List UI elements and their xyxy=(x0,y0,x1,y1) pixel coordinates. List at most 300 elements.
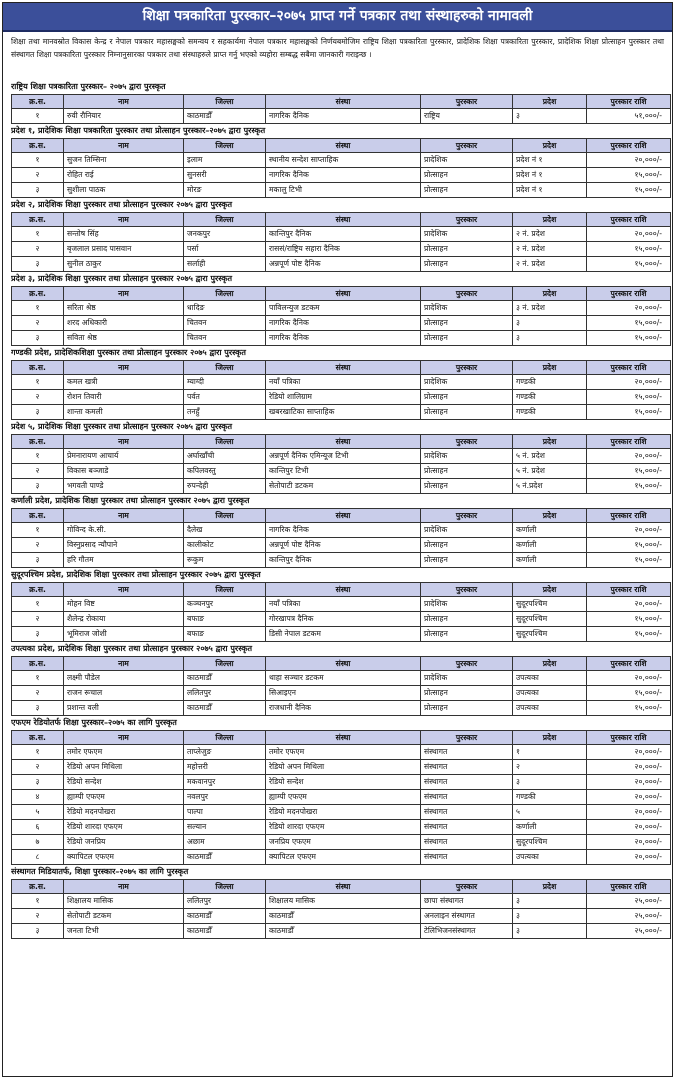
column-header-sn: क्र.स. xyxy=(12,435,64,449)
table-row xyxy=(12,924,671,939)
cell-district: काठमाडौँ xyxy=(184,909,266,924)
awards-table xyxy=(11,582,671,642)
column-header-award: पुरस्कार xyxy=(421,880,513,894)
cell-award: संस्थागत xyxy=(421,850,513,865)
cell-amount: ५१,०००/- xyxy=(587,109,671,124)
awards-table xyxy=(11,656,671,716)
column-header-org: संस्था xyxy=(266,95,421,109)
cell-amount: १५,०००/- xyxy=(587,242,671,257)
awards-table xyxy=(11,360,671,420)
cell-name: गोविन्द के.सी. xyxy=(64,523,184,538)
cell-org: शिक्षालय मासिक xyxy=(266,894,421,909)
cell-org: खबरखाटिका साप्ताहिक xyxy=(266,405,421,420)
table-row xyxy=(12,820,671,835)
table-row xyxy=(12,464,671,479)
cell-sn: १ xyxy=(12,301,64,316)
cell-province: सुदूरपश्चिम xyxy=(513,597,587,612)
cell-sn: १ xyxy=(12,227,64,242)
cell-org: रेडियो सन्देश xyxy=(266,775,421,790)
section-title: कर्णाली प्रदेश, प्रादेशिक शिक्षा पुरस्कार तथा प्रोत्साहन पुरस्कार २०७५ द्वारा पुरस्कृत xyxy=(11,496,250,505)
table-row xyxy=(12,894,671,909)
cell-name: शिक्षालय मासिक xyxy=(64,894,184,909)
cell-province: कर्णाली xyxy=(513,538,587,553)
cell-sn: ३ xyxy=(12,701,64,716)
column-header-org: संस्था xyxy=(266,213,421,227)
cell-name: कमल खत्री xyxy=(64,375,184,390)
cell-org: क्यापिटल एफएम xyxy=(266,850,421,865)
table-row xyxy=(12,479,671,494)
column-header-org: संस्था xyxy=(266,583,421,597)
cell-district: बफाङ xyxy=(184,612,266,627)
table-row xyxy=(12,109,671,124)
cell-province: कर्णाली xyxy=(513,553,587,568)
cell-org: स्थानीय सन्देश साप्ताहिक xyxy=(266,153,421,168)
cell-amount: १५,०००/- xyxy=(587,464,671,479)
cell-amount: २०,०००/- xyxy=(587,375,671,390)
table-header-row xyxy=(12,880,671,894)
column-header-name: नाम xyxy=(64,657,184,671)
cell-name: रेडियो सन्देश xyxy=(64,775,184,790)
table-header-row xyxy=(12,435,671,449)
table-header-row xyxy=(12,95,671,109)
cell-amount: १५,०००/- xyxy=(587,553,671,568)
table-row xyxy=(12,612,671,627)
cell-province: कर्णाली xyxy=(513,523,587,538)
table-row xyxy=(12,790,671,805)
column-header-award: पुरस्कार xyxy=(421,95,513,109)
cell-org: रेडियो अपन मिथिला xyxy=(266,760,421,775)
cell-sn: २ xyxy=(12,242,64,257)
table-header-row xyxy=(12,731,671,745)
cell-province: उपत्यका xyxy=(513,850,587,865)
table-header-row xyxy=(12,139,671,153)
cell-amount: १५,०००/- xyxy=(587,183,671,198)
cell-district: कपिलवस्तु xyxy=(184,464,266,479)
table-row xyxy=(12,375,671,390)
cell-award: प्रोत्साहन xyxy=(421,627,513,642)
column-header-sn: क्र.स. xyxy=(12,731,64,745)
cell-name: भगवती पाण्डे xyxy=(64,479,184,494)
cell-district: सुनसरी xyxy=(184,168,266,183)
cell-province: ३ नं. प्रदेश xyxy=(513,301,587,316)
table-header-row xyxy=(12,287,671,301)
cell-district: अछाम xyxy=(184,835,266,850)
cell-district: काठमाडौँ xyxy=(184,109,266,124)
column-header-amount: पुरस्कार राशि xyxy=(587,361,671,375)
cell-amount: २०,०००/- xyxy=(587,301,671,316)
cell-district: सर्लाही xyxy=(184,257,266,272)
column-header-award: पुरस्कार xyxy=(421,435,513,449)
cell-award: प्रोत्साहन xyxy=(421,538,513,553)
cell-award: प्रोत्साहन xyxy=(421,316,513,331)
cell-amount: २०,०००/- xyxy=(587,671,671,686)
cell-award: प्रादेशिक xyxy=(421,375,513,390)
cell-award: प्रोत्साहन xyxy=(421,405,513,420)
cell-district: इलाम xyxy=(184,153,266,168)
cell-province: गण्डकी xyxy=(513,390,587,405)
column-header-province: प्रदेश xyxy=(513,435,587,449)
cell-award: प्रोत्साहन xyxy=(421,331,513,346)
table-row xyxy=(12,227,671,242)
cell-sn: २ xyxy=(12,390,64,405)
cell-award: संस्थागत xyxy=(421,805,513,820)
cell-sn: ३ xyxy=(12,924,64,939)
column-header-award: पुरस्कार xyxy=(421,287,513,301)
column-header-district: जिल्ला xyxy=(184,731,266,745)
cell-district: मकवानपुर xyxy=(184,775,266,790)
table-row xyxy=(12,775,671,790)
column-header-sn: क्र.स. xyxy=(12,95,64,109)
column-header-org: संस्था xyxy=(266,880,421,894)
column-header-district: जिल्ला xyxy=(184,95,266,109)
cell-province: ३ xyxy=(513,894,587,909)
section-title: प्रदेश ५, प्रादेशिक शिक्षा पुरस्कार तथा प्रोत्साहन पुरस्कार २०७५ द्वारा पुरस्कृत xyxy=(11,422,233,431)
cell-district: पर्सा xyxy=(184,242,266,257)
cell-award: टेलिभिजनसंस्थागत xyxy=(421,924,513,939)
cell-org: नागरिक दैनिक xyxy=(266,168,421,183)
cell-award: संस्थागत xyxy=(421,835,513,850)
cell-award: संस्थागत xyxy=(421,745,513,760)
cell-province: ३ xyxy=(513,316,587,331)
cell-org: नागरिक दैनिक xyxy=(266,523,421,538)
cell-sn: ३ xyxy=(12,627,64,642)
cell-org: ह्याम्पी एफएम xyxy=(266,790,421,805)
cell-amount: २०,०००/- xyxy=(587,745,671,760)
cell-name: रोहित राई xyxy=(64,168,184,183)
cell-amount: २०,०००/- xyxy=(587,835,671,850)
cell-district: अर्घाखाँची xyxy=(184,449,266,464)
cell-sn: २ xyxy=(12,316,64,331)
column-header-province: प्रदेश xyxy=(513,213,587,227)
cell-district: जनकपुर xyxy=(184,227,266,242)
column-header-sn: क्र.स. xyxy=(12,880,64,894)
table-row xyxy=(12,153,671,168)
section-title: एफएम रेडियोतर्फ शिक्षा पुरस्कार–२०७५ का लागि पुरस्कृत xyxy=(11,718,177,727)
awards-table xyxy=(11,286,671,346)
cell-amount: १५,०००/- xyxy=(587,479,671,494)
cell-org: डिसी नेपाल डटकम xyxy=(266,627,421,642)
cell-province: २ नं. प्रदेश xyxy=(513,242,587,257)
column-header-district: जिल्ला xyxy=(184,361,266,375)
table-row xyxy=(12,523,671,538)
table-row xyxy=(12,242,671,257)
column-header-province: प्रदेश xyxy=(513,880,587,894)
cell-name: जनता टिभी xyxy=(64,924,184,939)
column-header-name: नाम xyxy=(64,731,184,745)
cell-name: विस्नुप्रसाद न्यौपाने xyxy=(64,538,184,553)
cell-district: काठमाडौँ xyxy=(184,924,266,939)
cell-org: थाहा सञ्चार डटकम xyxy=(266,671,421,686)
cell-award: प्रोत्साहन xyxy=(421,242,513,257)
cell-province: उपत्यका xyxy=(513,701,587,716)
column-header-org: संस्था xyxy=(266,509,421,523)
cell-award: प्रादेशिक xyxy=(421,597,513,612)
column-header-province: प्रदेश xyxy=(513,139,587,153)
table-row xyxy=(12,760,671,775)
section-title: राष्ट्रिय शिक्षा पत्रकारिता पुरस्कार– २०७५ द्वारा पुरस्कृत xyxy=(11,82,166,91)
column-header-amount: पुरस्कार राशि xyxy=(587,657,671,671)
cell-sn: ७ xyxy=(12,835,64,850)
cell-sn: २ xyxy=(12,464,64,479)
column-header-province: प्रदेश xyxy=(513,95,587,109)
cell-award: प्रोत्साहन xyxy=(421,479,513,494)
column-header-sn: क्र.स. xyxy=(12,509,64,523)
cell-org: काठमाडौँ xyxy=(266,909,421,924)
cell-sn: १ xyxy=(12,109,64,124)
cell-name: सरिता श्रेष्ठ xyxy=(64,301,184,316)
cell-org: तमोर एफएम xyxy=(266,745,421,760)
cell-award: प्रोत्साहन xyxy=(421,553,513,568)
cell-province: सुदूरपश्चिम xyxy=(513,835,587,850)
cell-org: रेडियो शालिग्राम xyxy=(266,390,421,405)
cell-award: छापा संस्थागत xyxy=(421,894,513,909)
column-header-org: संस्था xyxy=(266,361,421,375)
column-header-org: संस्था xyxy=(266,731,421,745)
cell-amount: २०,०००/- xyxy=(587,775,671,790)
cell-org: कान्तिपुर टिभी xyxy=(266,464,421,479)
cell-district: म्याग्दी xyxy=(184,375,266,390)
cell-sn: २ xyxy=(12,686,64,701)
table-row xyxy=(12,449,671,464)
cell-name: सविता श्रेष्ठ xyxy=(64,331,184,346)
cell-name: भूमिराज जोशी xyxy=(64,627,184,642)
cell-province: ३ xyxy=(513,331,587,346)
cell-amount: २०,०००/- xyxy=(587,850,671,865)
cell-district: चितवन xyxy=(184,316,266,331)
cell-sn: २ xyxy=(12,538,64,553)
table-header-row xyxy=(12,657,671,671)
section-title: गण्डकी प्रदेश, प्रादेशिकशिक्षा पुरस्कार तथा प्रोत्साहन पुरस्कार २०७५ द्वारा पुरस्कृत xyxy=(11,348,246,357)
cell-sn: १ xyxy=(12,671,64,686)
cell-award: प्रोत्साहन xyxy=(421,183,513,198)
cell-province: ३ xyxy=(513,924,587,939)
cell-name: तमोर एफएम xyxy=(64,745,184,760)
cell-sn: २ xyxy=(12,760,64,775)
cell-org: राजधानी दैनिक xyxy=(266,701,421,716)
cell-award: प्रादेशिक xyxy=(421,153,513,168)
column-header-district: जिल्ला xyxy=(184,509,266,523)
column-header-award: पुरस्कार xyxy=(421,657,513,671)
cell-province: प्रदेश नं १ xyxy=(513,183,587,198)
cell-sn: ८ xyxy=(12,850,64,865)
cell-name: रेडियो मदनपोखरा xyxy=(64,805,184,820)
cell-province: सुदूरपश्चिम xyxy=(513,612,587,627)
awards-table xyxy=(11,94,671,124)
column-header-org: संस्था xyxy=(266,435,421,449)
column-header-award: पुरस्कार xyxy=(421,583,513,597)
cell-amount: १५,०००/- xyxy=(587,257,671,272)
cell-province: प्रदेश नं १ xyxy=(513,153,587,168)
cell-name: शैलेन्द्र रोकाया xyxy=(64,612,184,627)
column-header-district: जिल्ला xyxy=(184,583,266,597)
table-row xyxy=(12,301,671,316)
cell-sn: ३ xyxy=(12,331,64,346)
cell-sn: ५ xyxy=(12,805,64,820)
cell-org: नागरिक दैनिक xyxy=(266,331,421,346)
cell-province: ३ xyxy=(513,909,587,924)
cell-award: प्रोत्साहन xyxy=(421,464,513,479)
award-section xyxy=(11,272,664,346)
cell-amount: १५,०००/- xyxy=(587,390,671,405)
table-row xyxy=(12,627,671,642)
awards-table xyxy=(11,730,671,865)
cell-province: कर्णाली xyxy=(513,820,587,835)
cell-org: नयाँ पत्रिका xyxy=(266,597,421,612)
cell-sn: १ xyxy=(12,745,64,760)
cell-award: प्रादेशिक xyxy=(421,523,513,538)
cell-province: २ नं. प्रदेश xyxy=(513,257,587,272)
cell-name: रुवी रौनियार xyxy=(64,109,184,124)
column-header-province: प्रदेश xyxy=(513,509,587,523)
cell-name: क्यापिटल एफएम xyxy=(64,850,184,865)
column-header-province: प्रदेश xyxy=(513,731,587,745)
table-row xyxy=(12,850,671,865)
section-title: संस्थागत मिडियातर्फ, शिक्षा पुरस्कार–२०७५ का लागि पुरस्कृत xyxy=(11,867,189,876)
cell-name: शान्ता कमली xyxy=(64,405,184,420)
column-header-name: नाम xyxy=(64,435,184,449)
cell-amount: १५,०००/- xyxy=(587,686,671,701)
cell-sn: १ xyxy=(12,597,64,612)
cell-award: अनलाइन संस्थागत xyxy=(421,909,513,924)
column-header-sn: क्र.स. xyxy=(12,213,64,227)
column-header-org: संस्था xyxy=(266,139,421,153)
table-header-row xyxy=(12,583,671,597)
cell-province: २ नं. प्रदेश xyxy=(513,227,587,242)
column-header-district: जिल्ला xyxy=(184,213,266,227)
cell-district: बफाङ xyxy=(184,627,266,642)
column-header-amount: पुरस्कार राशि xyxy=(587,583,671,597)
award-section xyxy=(11,865,664,939)
cell-name: विकास बञ्जाडे xyxy=(64,464,184,479)
column-header-sn: क्र.स. xyxy=(12,361,64,375)
section-title: प्रदेश १, प्रादेशिक शिक्षा पत्रकारिता पुरस्कार तथा प्रोत्साहन पुरस्कार–२०७५ द्वारा पुरस्कृत xyxy=(11,126,266,135)
table-header-row xyxy=(12,361,671,375)
cell-province: ५ नं.प्रदेश xyxy=(513,479,587,494)
cell-name: हरि गौतम xyxy=(64,553,184,568)
cell-name: शरद अधिकारी xyxy=(64,316,184,331)
cell-name: रेडियो अपन मिथिला xyxy=(64,760,184,775)
table-row xyxy=(12,553,671,568)
cell-org: नागरिक दैनिक xyxy=(266,109,421,124)
cell-district: काठमाडौँ xyxy=(184,701,266,716)
column-header-district: जिल्ला xyxy=(184,435,266,449)
column-header-sn: क्र.स. xyxy=(12,139,64,153)
column-header-award: पुरस्कार xyxy=(421,731,513,745)
cell-district: मोरङ xyxy=(184,183,266,198)
column-header-district: जिल्ला xyxy=(184,139,266,153)
cell-org: अन्नपूर्ण पोष्ट दैनिक xyxy=(266,538,421,553)
column-header-amount: पुरस्कार राशि xyxy=(587,95,671,109)
cell-amount: १५,०००/- xyxy=(587,701,671,716)
cell-province: ५ नं. प्रदेश xyxy=(513,449,587,464)
table-row xyxy=(12,183,671,198)
cell-sn: १ xyxy=(12,523,64,538)
cell-province: उपत्यका xyxy=(513,671,587,686)
awards-table xyxy=(11,508,671,568)
cell-district: सल्यान xyxy=(184,820,266,835)
cell-amount: १५,०००/- xyxy=(587,331,671,346)
awards-table xyxy=(11,212,671,272)
cell-province: ३ xyxy=(513,775,587,790)
cell-award: प्रादेशिक xyxy=(421,449,513,464)
column-header-sn: क्र.स. xyxy=(12,287,64,301)
cell-org: पाविलन्युज डटकम xyxy=(266,301,421,316)
cell-district: महोत्तरी xyxy=(184,760,266,775)
cell-province: ५ नं. प्रदेश xyxy=(513,464,587,479)
award-section xyxy=(11,420,664,494)
column-header-amount: पुरस्कार राशि xyxy=(587,880,671,894)
cell-amount: २०,०००/- xyxy=(587,153,671,168)
cell-amount: २०,०००/- xyxy=(587,449,671,464)
cell-district: दैलेख xyxy=(184,523,266,538)
cell-district: ताप्लेजुङ xyxy=(184,745,266,760)
cell-sn: ३ xyxy=(12,257,64,272)
cell-sn: ४ xyxy=(12,790,64,805)
cell-name: रेडियो जनप्रिय xyxy=(64,835,184,850)
column-header-amount: पुरस्कार राशि xyxy=(587,435,671,449)
cell-name: रोशन तिवारी xyxy=(64,390,184,405)
awards-table xyxy=(11,879,671,939)
column-header-province: प्रदेश xyxy=(513,287,587,301)
award-section xyxy=(11,494,664,568)
cell-name: सुजन तिम्सिना xyxy=(64,153,184,168)
cell-award: प्रोत्साहन xyxy=(421,257,513,272)
cell-org: रेडियो मदनपोखरा xyxy=(266,805,421,820)
section-title: प्रदेश ३, प्रादेशिक शिक्षा पुरस्कार तथा प्रोत्साहन पुरस्कार २०७५ द्वारा पुरस्कृत xyxy=(11,274,233,283)
cell-sn: ३ xyxy=(12,553,64,568)
awards-table xyxy=(11,434,671,494)
column-header-district: जिल्ला xyxy=(184,287,266,301)
column-header-province: प्रदेश xyxy=(513,361,587,375)
cell-sn: १ xyxy=(12,894,64,909)
cell-sn: १ xyxy=(12,375,64,390)
column-header-award: पुरस्कार xyxy=(421,213,513,227)
cell-org: सिआइएन xyxy=(266,686,421,701)
table-row xyxy=(12,805,671,820)
award-section xyxy=(11,346,664,420)
award-sections xyxy=(3,80,672,939)
notice-page xyxy=(2,2,673,1077)
cell-name: राजन रूचाल xyxy=(64,686,184,701)
cell-amount: २५,०००/- xyxy=(587,909,671,924)
table-row xyxy=(12,257,671,272)
cell-district: रूकुम xyxy=(184,553,266,568)
column-header-amount: पुरस्कार राशि xyxy=(587,139,671,153)
award-section xyxy=(11,198,664,272)
cell-org: जनप्रिय एफएम xyxy=(266,835,421,850)
cell-sn: २ xyxy=(12,168,64,183)
table-row xyxy=(12,168,671,183)
table-row xyxy=(12,331,671,346)
cell-name: सुशीला पाठक xyxy=(64,183,184,198)
column-header-province: प्रदेश xyxy=(513,657,587,671)
cell-name: प्रशान्त वली xyxy=(64,701,184,716)
cell-award: प्रोत्साहन xyxy=(421,701,513,716)
award-section xyxy=(11,642,664,716)
page-title: शिक्षा पत्रकारिता पुरस्कार–२०७५ प्राप्त गर्ने पत्रकार तथा संस्थाहरुको नामावली xyxy=(3,3,672,32)
cell-province: ३ xyxy=(513,109,587,124)
section-title: उपत्यका प्रदेश, प्रादेशिक शिक्षा पुरस्कार तथा प्रोत्साहन पुरस्कार २०७५ द्वारा पुरस्कृत xyxy=(11,644,253,653)
cell-province: गण्डकी xyxy=(513,405,587,420)
column-header-province: प्रदेश xyxy=(513,583,587,597)
cell-amount: १५,०००/- xyxy=(587,168,671,183)
column-header-award: पुरस्कार xyxy=(421,509,513,523)
cell-sn: १ xyxy=(12,153,64,168)
cell-sn: ३ xyxy=(12,775,64,790)
column-header-award: पुरस्कार xyxy=(421,361,513,375)
cell-award: प्रोत्साहन xyxy=(421,390,513,405)
cell-amount: २०,०००/- xyxy=(587,227,671,242)
